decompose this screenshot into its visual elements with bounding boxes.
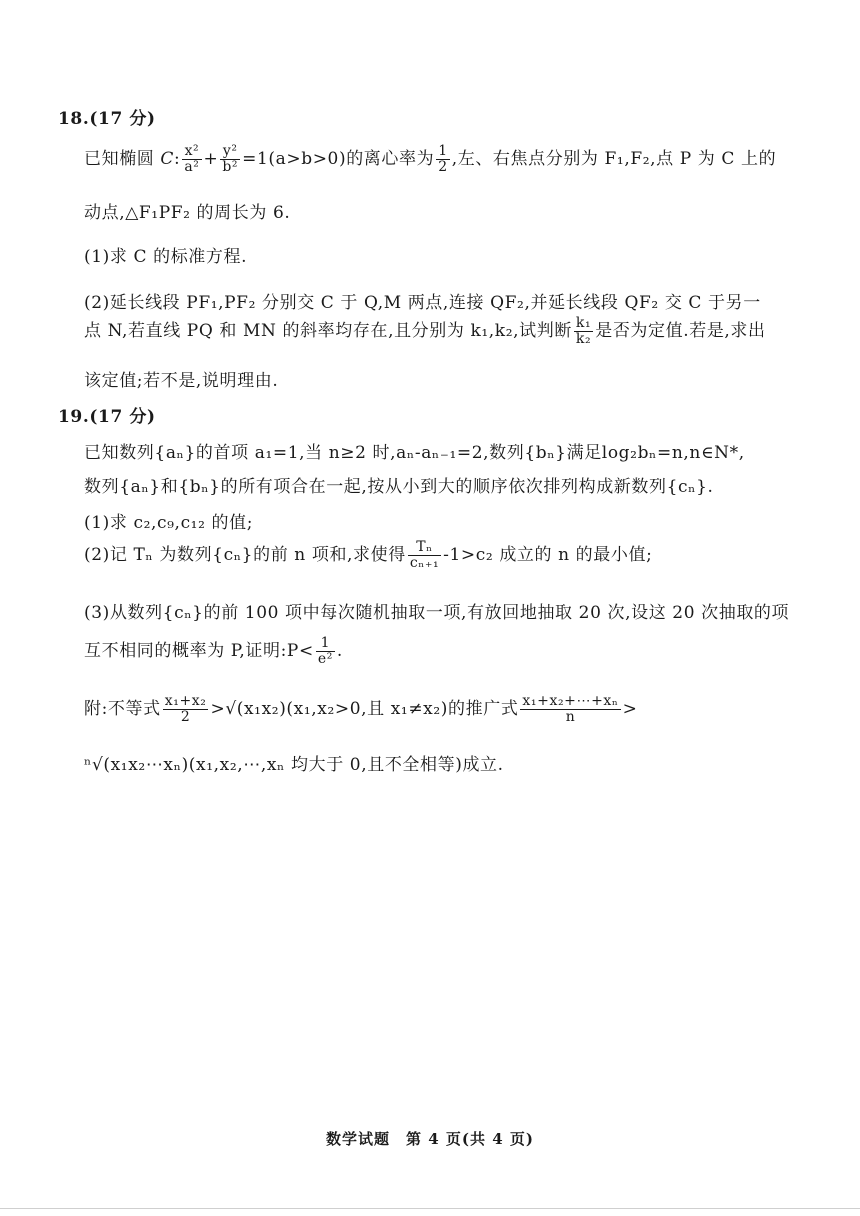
q18-frac-x2a2 bbox=[182, 144, 201, 174]
scan-edge-divider bbox=[0, 1208, 860, 1209]
q18-line-6: 该定值;若不是,说明理由. bbox=[84, 371, 279, 391]
frac-num: x₁+x₂ bbox=[164, 693, 207, 710]
q18-line-1 bbox=[84, 144, 776, 175]
q18-heading: 18.(17 分) bbox=[58, 109, 156, 129]
q19-l4-text: (2)记 Tₙ 为数列{cₙ}的前 n 项和,求使得 bbox=[84, 545, 406, 565]
frac-den: a² bbox=[184, 159, 200, 175]
frac-num: x² bbox=[182, 144, 201, 160]
frac-den: 2 bbox=[180, 709, 191, 725]
q18-line-2: 动点,△F₁PF₂ 的周长为 6. bbox=[84, 203, 291, 223]
appendix-l1-gt: > bbox=[622, 699, 638, 719]
q18-frac-y2b2 bbox=[220, 144, 240, 174]
page-footer: 数学试题 第 4 页(共 4 页) bbox=[326, 1130, 534, 1148]
frac-num: 1 bbox=[438, 143, 448, 160]
q18-line-3: (1)求 C 的标准方程. bbox=[84, 247, 248, 267]
q19-heading: 19.(17 分) bbox=[58, 407, 156, 427]
frac-den: 2 bbox=[438, 159, 448, 175]
q19-frac-tn bbox=[408, 540, 441, 570]
q19-l4-rest: -1>c₂ 成立的 n 的最小值; bbox=[443, 545, 653, 565]
frac-num: 1 bbox=[316, 636, 335, 652]
q19-line-3: (1)求 c₂,c₉,c₁₂ 的值; bbox=[84, 513, 254, 533]
frac-den: b² bbox=[222, 159, 239, 175]
q18-l5-rest: 是否为定值.若是,求出 bbox=[595, 321, 766, 341]
q18-l1-rest: ,左、右焦点分别为 F₁,F₂,点 P 为 C 上的 bbox=[451, 149, 777, 169]
appendix-line-2: ⁿ√(x₁x₂⋯xₙ)(x₁,x₂,⋯,xₙ 均大于 0,且不全相等)成立. bbox=[84, 755, 504, 775]
q18-frac-half bbox=[436, 144, 450, 174]
q19-line-5: (3)从数列{cₙ}的前 100 项中每次随机抽取一项,有放回地抽取 20 次,设这 20 次抽取的项 bbox=[84, 603, 790, 623]
q18-l1-c: C bbox=[160, 149, 175, 169]
frac-num: y² bbox=[220, 144, 240, 160]
frac-den: cₙ₊₁ bbox=[409, 555, 440, 571]
q18-frac-k1k2 bbox=[574, 316, 593, 346]
appendix-line-1 bbox=[84, 694, 637, 725]
q18-l5-text: 点 N,若直线 PQ 和 MN 的斜率均存在,且分别为 k₁,k₂,试判断 bbox=[84, 321, 572, 341]
q19-l6-rest: . bbox=[336, 641, 343, 661]
q19-frac-e2 bbox=[316, 636, 335, 666]
q19-line-1: 已知数列{aₙ}的首项 a₁=1,当 n≥2 时,aₙ-aₙ₋₁=2,数列{bₙ}满足log₂bₙ=n,n∈N*, bbox=[84, 443, 745, 463]
q19-line-2: 数列{aₙ}和{bₙ}的所有项合在一起,按从小到大的顺序依次排列构成新数列{cₙ}. bbox=[84, 477, 714, 497]
frac-num: x₁+x₂+⋯+xₙ bbox=[522, 693, 619, 710]
appendix-l1-text: 附:不等式 bbox=[84, 699, 161, 719]
q18-line-4: (2)延长线段 PF₁,PF₂ 分别交 C 于 Q,M 两点,连接 QF₂,并延长线段 QF₂ 交 C 于另一 bbox=[84, 293, 761, 313]
appendix-frac-meann bbox=[520, 694, 620, 724]
frac-den: e² bbox=[317, 651, 333, 667]
frac-num: Tₙ bbox=[408, 540, 441, 556]
q18-l1-colon: : bbox=[174, 149, 181, 169]
q19-line-4 bbox=[84, 540, 652, 571]
frac-num: k₁ bbox=[575, 315, 592, 332]
q18-line-5 bbox=[84, 316, 766, 347]
frac-den: n bbox=[565, 709, 576, 725]
q19-line-6 bbox=[84, 636, 343, 667]
q18-l1-text: 已知椭圆 bbox=[84, 149, 161, 169]
q18-l1-plus: + bbox=[203, 149, 219, 169]
appendix-l1-mid: >√(x₁x₂)(x₁,x₂>0,且 x₁≠x₂)的推广式 bbox=[210, 699, 519, 719]
frac-den: k₂ bbox=[575, 331, 592, 347]
q19-l6-text: 互不相同的概率为 P,证明:P< bbox=[84, 641, 314, 661]
appendix-frac-mean2 bbox=[163, 694, 209, 724]
q18-l1-eq: =1(a>b>0)的离心率为 bbox=[242, 149, 435, 169]
